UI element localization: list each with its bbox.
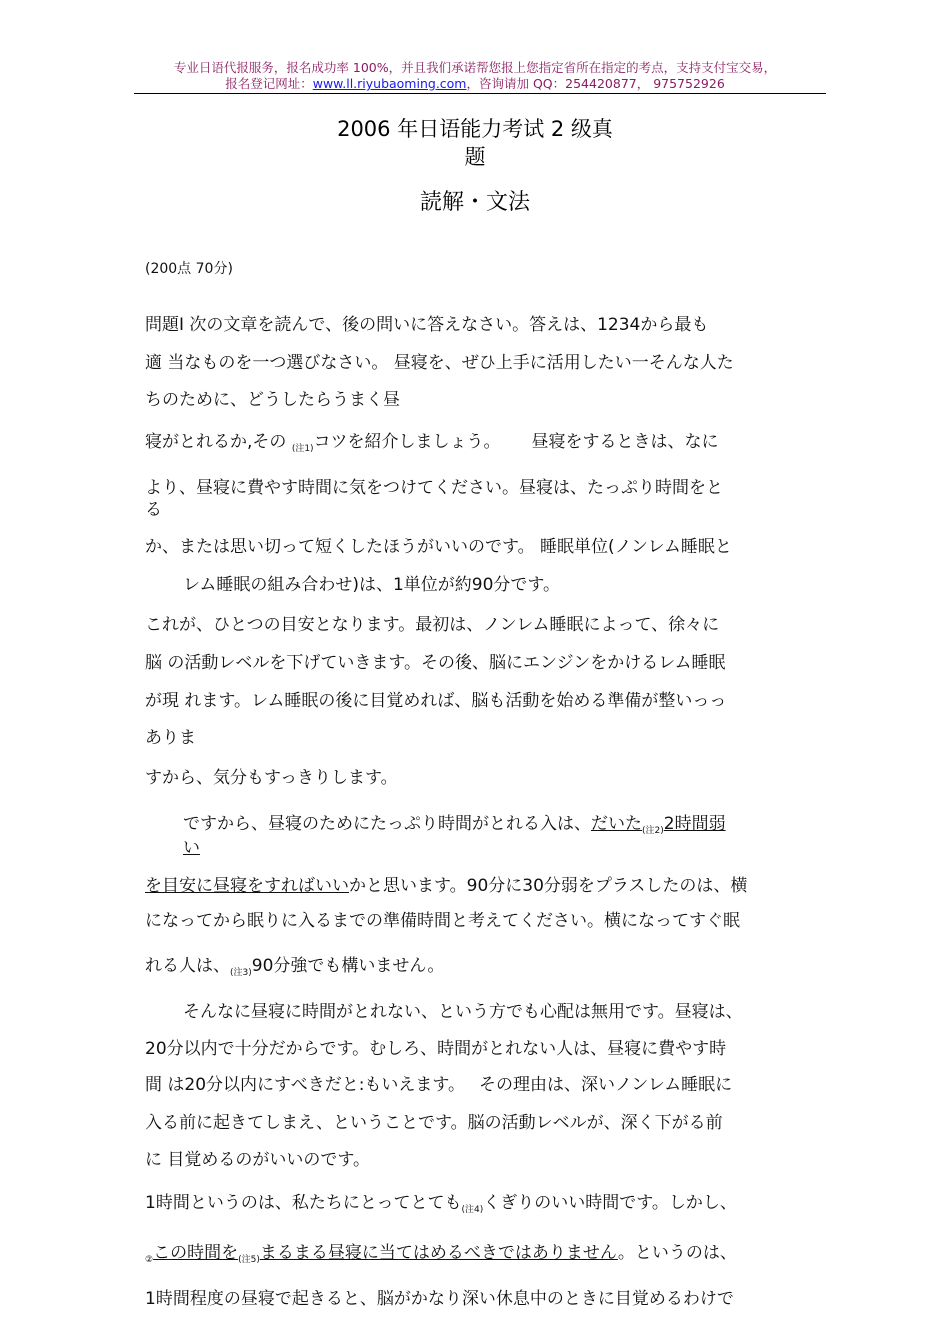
underlined-phrase: 2時間弱 xyxy=(663,814,726,834)
underlined-phrase: この時間を xyxy=(153,1243,239,1263)
text-segment: くぎりのいい時間です。しかし、 xyxy=(483,1193,737,1213)
text-line: 1時間程度の昼寝で起きると、脳がかなり深い休息中のときに目覚めるわけで xyxy=(145,1289,734,1309)
text-line: 適 当なものを一つ選びなさい。 昼寝を、ぜひ上手に活用したい一そんな人た xyxy=(145,353,734,373)
text-line: に 目覚めるのがいいのです。 xyxy=(145,1150,371,1170)
footnote-marker: (注3) xyxy=(230,968,252,978)
banner-prefix: 报名登记网址： xyxy=(225,76,313,91)
text-line xyxy=(145,954,444,985)
text-line: 問題Ⅰ 次の文章を読んで、後の問いに答えなさい。答えは、1234から最も xyxy=(145,315,709,335)
underlined-phrase: まるまる昼寝に当てはめるべきではありません xyxy=(259,1243,618,1263)
text-line: か、または思い切って短くしたほうがいいのです。 睡眠単位(ノンレム睡眠と xyxy=(145,537,732,557)
text-segment: ですから、昼寝のためにたっぷり時間がとれる入は、 xyxy=(183,814,591,834)
exam-title-cont: 题 xyxy=(464,145,486,169)
footnote-marker: (注4) xyxy=(461,1205,484,1215)
text-line: 脳 の活動レベルを下げていきます。その後、脳にエンジンをかけるレム睡眠 xyxy=(145,653,726,673)
text-segment: コツを紹介しましょう。 昼寝をするときは、なに xyxy=(313,432,719,452)
text-line: ちのために、どうしたらうまく昼 xyxy=(145,390,400,410)
text-segment: 寝がとれるか,その xyxy=(145,432,292,452)
text-line: より、昼寝に費やす時間に気をつけてください。昼寝は、たっぷり時間をと xyxy=(145,478,723,498)
underlined-phrase: を目安に昼寝をすればいい xyxy=(145,876,349,896)
text-line: 入る前に起きてしまえ、ということです。脳の活動レベルが、深く下がる前 xyxy=(145,1113,723,1133)
text-line xyxy=(145,430,718,461)
text-line: すから、気分もすっきりします。 xyxy=(145,768,398,788)
text-line: これが、ひとつの目安となります。最初は、ノンレム睡眠によって、徐々に xyxy=(145,615,720,635)
text-line: レム睡眠の組み合わせ)は、1単位が約90分です。 xyxy=(183,575,561,595)
footnote-marker: (注5) xyxy=(238,1255,260,1265)
section-heading: 読解・文法 xyxy=(419,190,530,215)
question-marker: ② xyxy=(145,1255,154,1265)
text-segment: 。というのは、 xyxy=(617,1243,737,1263)
exam-title: 2006 年日语能力考试 2 级真 xyxy=(337,117,613,141)
text-line: そんなに昼寝に時間がとれない、という方でも心配は無用です。昼寝は、 xyxy=(183,1002,743,1022)
text-line xyxy=(145,1191,737,1222)
text-line: ありま xyxy=(145,728,196,748)
text-line: 20分以内で十分だからです。むしろ、時間がとれない人は、昼寝に費やす時 xyxy=(145,1039,727,1059)
footnote-marker: (注1) xyxy=(291,444,314,454)
banner-contact: ，咨询请加 QQ：254420877， 975752926 xyxy=(466,76,725,91)
text-segment: れる人は、 xyxy=(145,956,230,976)
service-banner-line2 xyxy=(0,76,950,92)
score-info: (200点 70分) xyxy=(145,261,233,277)
footnote-marker: (注2) xyxy=(642,826,664,836)
header-divider xyxy=(134,93,826,94)
text-line xyxy=(145,1241,737,1272)
registration-link[interactable]: www.ll.riyubaoming.com xyxy=(312,76,467,91)
text-line: い xyxy=(183,838,200,858)
service-banner-line1: 专业日语代报服务，报名成功率 100%，并且我们承诺帮您报上您指定省所在指定的考点，支持支付宝交易， xyxy=(173,60,777,75)
text-segment: 1時間というのは、私たちにとってとても xyxy=(145,1193,462,1213)
underlined-phrase: だいた xyxy=(591,814,642,834)
text-line: が現 れます。レム睡眠の後に目覚めれば、脳も活動を始める準備が整いっっ xyxy=(145,691,727,711)
text-line: になってから眠りに入るまでの準備時間と考えてください。横になってすぐ眠 xyxy=(145,911,740,931)
text-line: 間 は20分以内にすべきだと:もいえます。 その理由は、深いノンレム睡眠に xyxy=(145,1075,733,1095)
text-line xyxy=(145,874,747,898)
text-line xyxy=(183,812,726,843)
text-segment: 90分強でも構いません。 xyxy=(251,956,445,976)
text-segment: かと思います。90分に30分弱をプラスしたのは、横 xyxy=(349,876,748,896)
text-line: る xyxy=(145,500,162,520)
